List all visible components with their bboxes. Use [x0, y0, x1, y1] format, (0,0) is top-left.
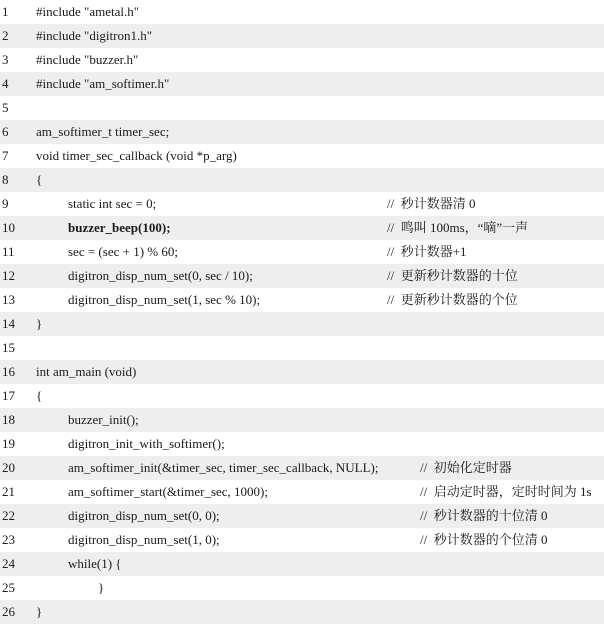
code-comment: // 鸣叫 100ms，“嘀”一声	[387, 220, 529, 235]
line-number: 19	[2, 436, 15, 451]
code-line	[0, 288, 604, 312]
line-number: 20	[2, 460, 15, 475]
code-text: digitron_init_with_softimer();	[68, 436, 225, 451]
code-line	[0, 216, 604, 240]
code-comment: // 更新秒计数器的十位	[387, 268, 518, 283]
code-comment: // 秒计数器清 0	[387, 196, 476, 211]
code-line	[0, 312, 604, 336]
code-text: am_softimer_init(&timer_sec, timer_sec_callback, NULL);	[68, 460, 379, 475]
line-number: 6	[2, 124, 9, 139]
line-number: 18	[2, 412, 15, 427]
line-number: 11	[2, 244, 15, 259]
code-line	[0, 480, 604, 504]
line-number: 17	[2, 388, 15, 403]
code-line	[0, 552, 604, 576]
code-text: while(1) {	[68, 556, 122, 571]
code-line	[0, 120, 604, 144]
line-number: 8	[2, 172, 9, 187]
line-number: 3	[2, 52, 9, 67]
code-comment: // 初始化定时器	[420, 460, 512, 475]
code-line	[0, 408, 604, 432]
code-line	[0, 0, 604, 24]
code-line	[0, 264, 604, 288]
line-number: 21	[2, 484, 15, 499]
code-comment: // 秒计数器的十位清 0	[420, 508, 548, 523]
code-text: #include "buzzer.h"	[36, 52, 139, 67]
code-line	[0, 72, 604, 96]
code-line	[0, 600, 604, 624]
code-text: {	[36, 172, 43, 187]
code-text: #include "digitron1.h"	[36, 28, 153, 43]
line-number: 2	[2, 28, 9, 43]
code-line	[0, 528, 604, 552]
line-number: 1	[2, 4, 9, 19]
code-text: am_softimer_start(&timer_sec, 1000);	[68, 484, 269, 499]
code-line	[0, 504, 604, 528]
code-comment: // 启动定时器，定时时间为 1s	[420, 484, 592, 499]
line-number: 12	[2, 268, 15, 283]
code-text: digitron_disp_num_set(1, 0);	[68, 532, 220, 547]
line-number: 4	[2, 76, 9, 91]
line-number: 7	[2, 148, 9, 163]
code-line	[0, 240, 604, 264]
code-text: digitron_disp_num_set(0, 0);	[68, 508, 220, 523]
code-text: #include "ametal.h"	[36, 4, 140, 19]
code-line	[0, 24, 604, 48]
code-line	[0, 456, 604, 480]
code-text: buzzer_init();	[68, 412, 139, 427]
code-text: void timer_sec_callback (void *p_arg)	[36, 148, 237, 163]
code-text: sec = (sec + 1) % 60;	[68, 244, 178, 259]
code-text: digitron_disp_num_set(0, sec / 10);	[68, 268, 253, 283]
code-text: }	[36, 316, 43, 331]
code-line	[0, 144, 604, 168]
line-number: 22	[2, 508, 15, 523]
code-line	[0, 360, 604, 384]
code-line	[0, 336, 604, 360]
line-number: 13	[2, 292, 15, 307]
code-text: }	[36, 604, 43, 619]
line-number: 15	[2, 340, 15, 355]
code-line	[0, 384, 604, 408]
code-text: int am_main (void)	[36, 364, 137, 379]
code-text: #include "am_softimer.h"	[36, 76, 170, 91]
line-number: 23	[2, 532, 15, 547]
code-text: buzzer_beep(100);	[68, 220, 171, 235]
code-text: digitron_disp_num_set(1, sec % 10);	[68, 292, 261, 307]
code-text: }	[98, 580, 105, 595]
code-text: static int sec = 0;	[68, 196, 157, 211]
code-text: {	[36, 388, 43, 403]
line-number: 24	[2, 556, 15, 571]
code-comment: // 秒计数器的个位清 0	[420, 532, 548, 547]
code-line	[0, 96, 604, 120]
code-text: am_softimer_t timer_sec;	[36, 124, 170, 139]
line-number: 5	[2, 100, 9, 115]
code-line	[0, 168, 604, 192]
code-line	[0, 432, 604, 456]
line-number: 25	[2, 580, 15, 595]
line-number: 9	[2, 196, 9, 211]
code-comment: // 更新秒计数器的个位	[387, 292, 518, 307]
code-comment: // 秒计数器+1	[387, 244, 467, 259]
line-number: 10	[2, 220, 15, 235]
code-line	[0, 48, 604, 72]
line-number: 16	[2, 364, 15, 379]
code-line	[0, 576, 604, 600]
code-line	[0, 192, 604, 216]
line-number: 26	[2, 604, 15, 619]
line-number: 14	[2, 316, 15, 331]
